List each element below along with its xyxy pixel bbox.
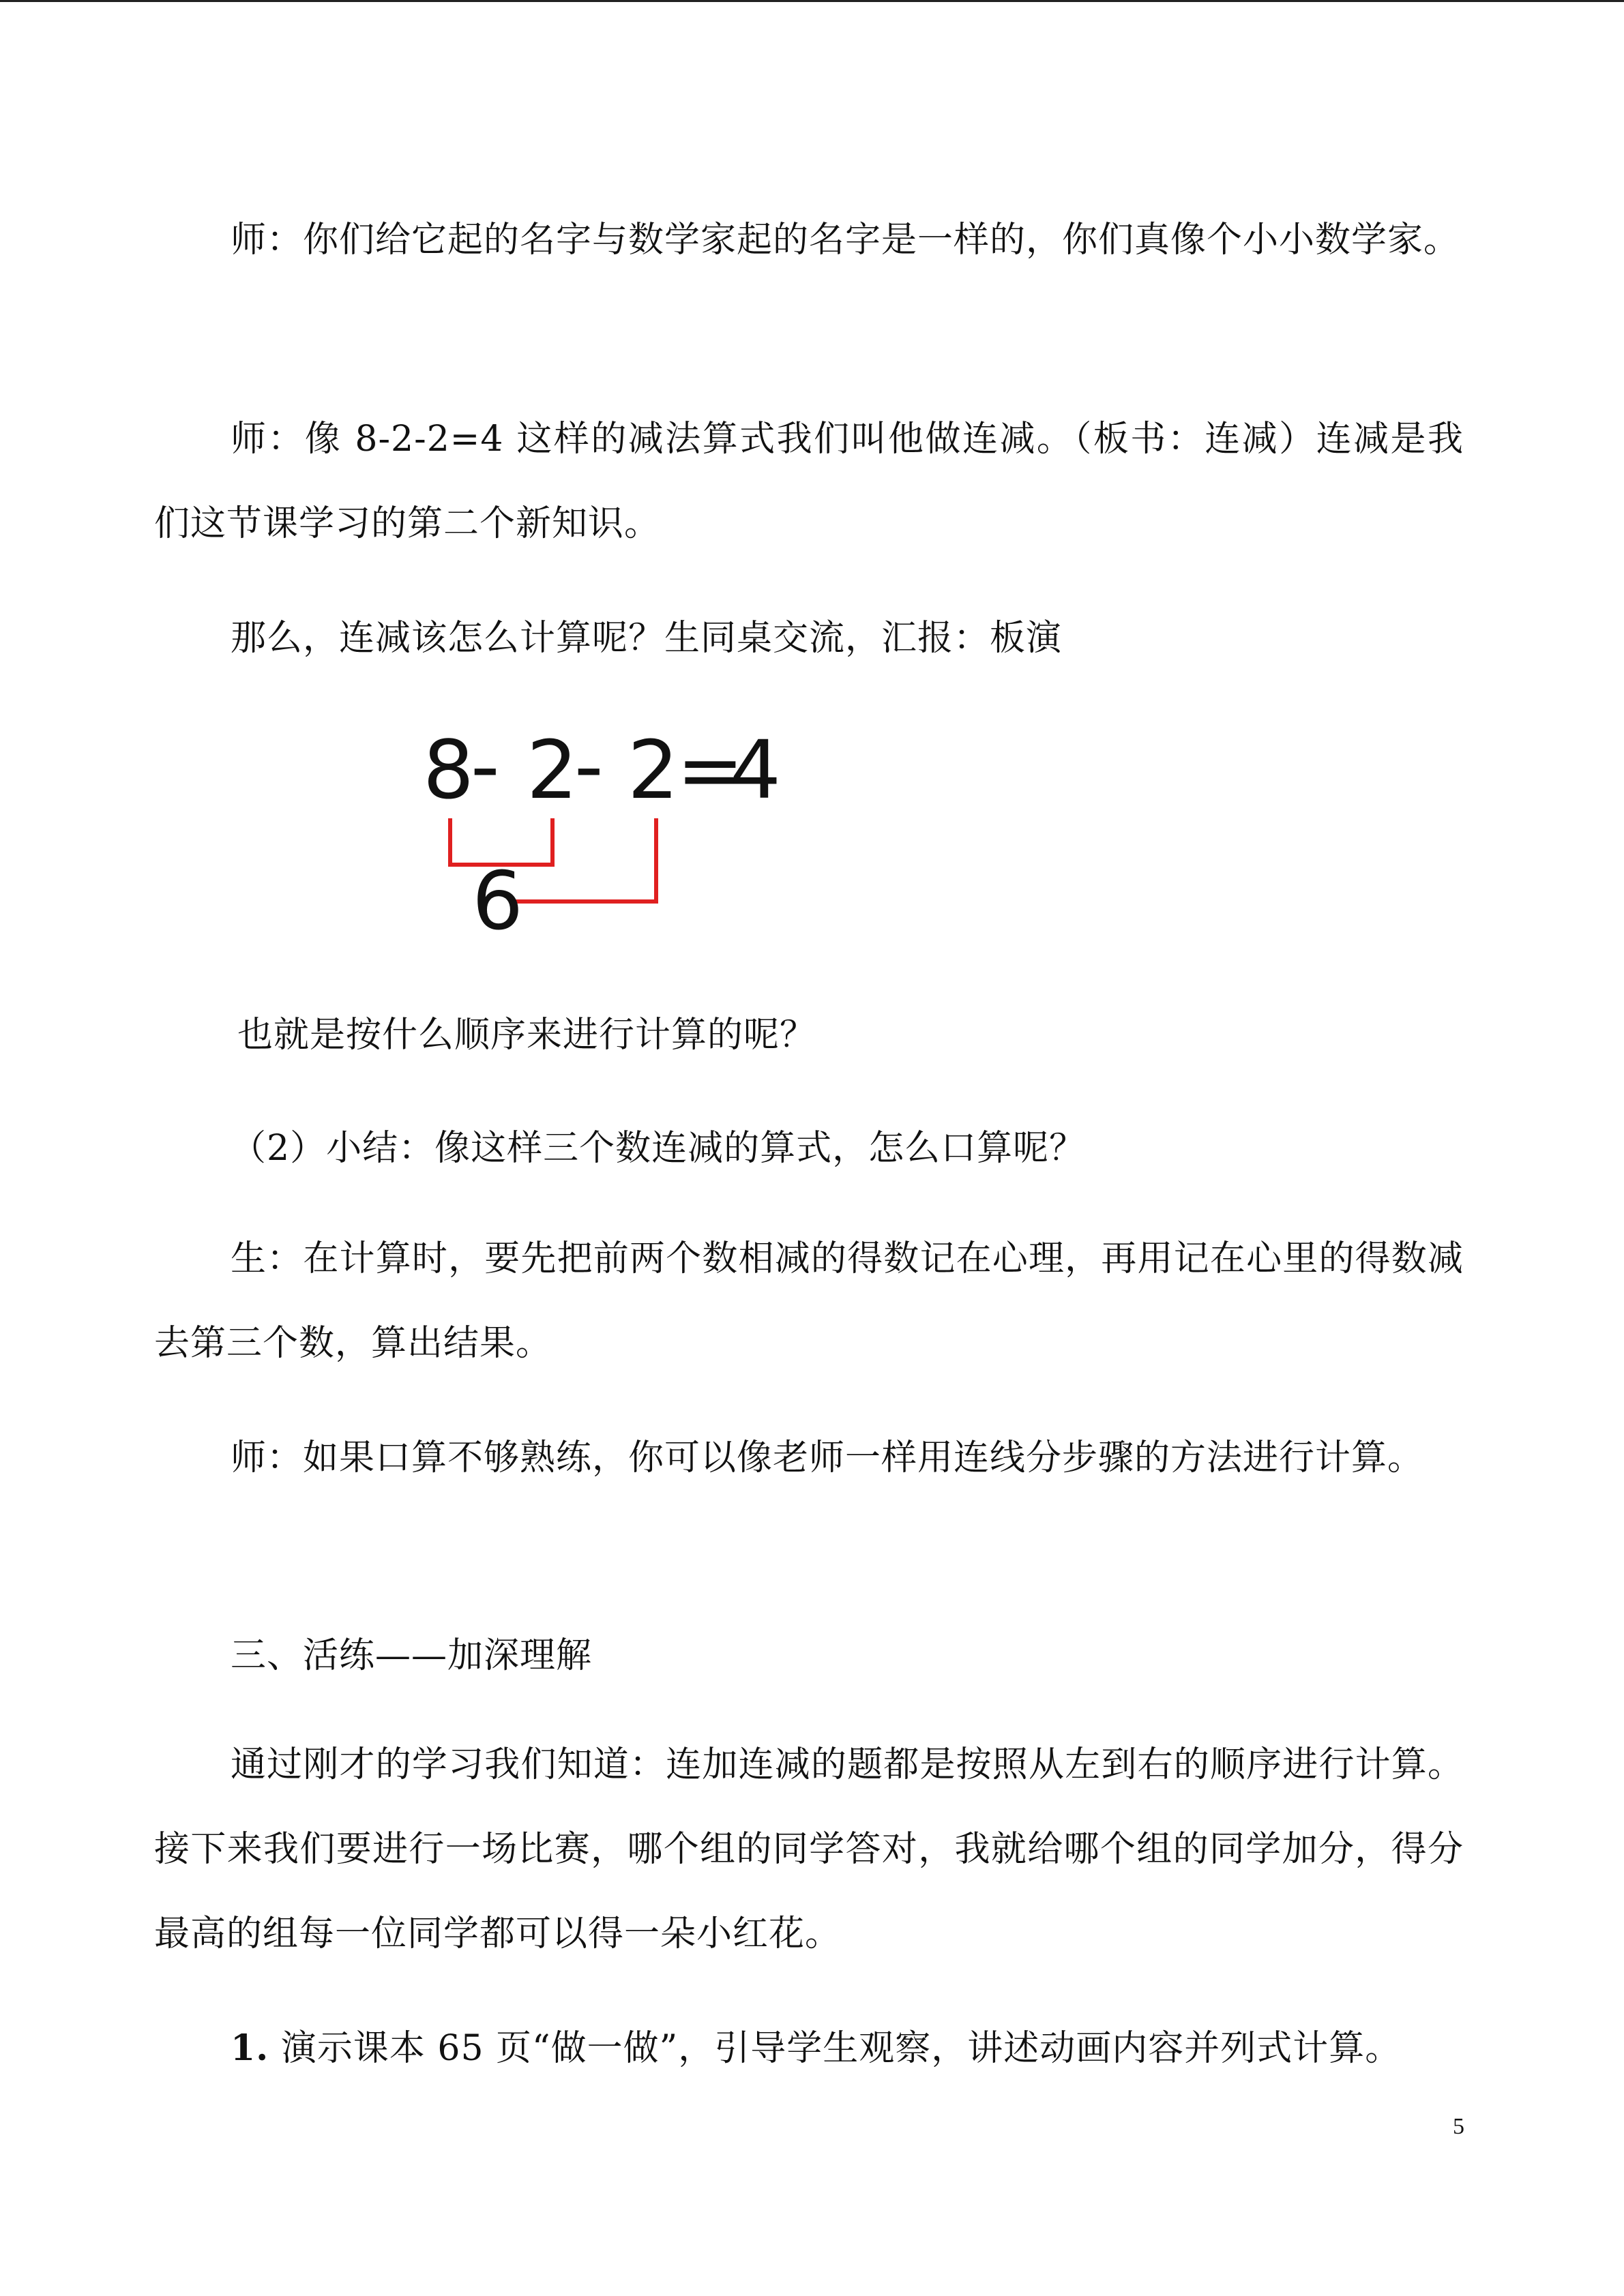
- formula-number-8: 8: [423, 723, 475, 817]
- formula-number-2b: 2: [628, 723, 679, 817]
- formula-number-2a: 2: [527, 723, 578, 817]
- page-number: 5: [1453, 2114, 1464, 2139]
- paragraph-student-answer: 生：在计算时，要先把前两个数相减的得数记在心理，再用记在心里的得数减去第三个数，算出结果。: [154, 1238, 1464, 1364]
- demo-item-number: 1.: [231, 2027, 269, 2069]
- subtraction-diagram: [423, 723, 805, 955]
- formula-minus-2: -: [574, 723, 604, 813]
- paragraph-teacher-tip: 师：如果口算不够熟练，你可以像老师一样用连线分步骤的方法进行计算。: [231, 1437, 1424, 1478]
- intermediate-result: 6: [472, 854, 524, 948]
- formula-equals: =: [677, 723, 744, 817]
- paragraph-teacher-definition: 师：像 8-2-2=4 这样的减法算式我们叫他做连减。（板书：连减）连减是我们这节课学习的第二个新知识。: [154, 419, 1464, 544]
- paragraph-demo: [154, 2006, 1464, 2091]
- formula-result: 4: [730, 723, 782, 817]
- formula-expression: [423, 723, 781, 817]
- formula-minus-1: -: [471, 723, 500, 813]
- page-top-border: [0, 0, 1624, 2]
- paragraph-competition: 通过刚才的学习我们知道：连加连减的题都是按照从左到右的顺序进行计算。接下来我们要进行一场比赛，哪个组的同学答对，我就给哪个组的同学加分，得分最高的组每一位同学都可以得一朵小红花。: [154, 1744, 1464, 1954]
- paragraph-how-to-calc: 那么，连减该怎么计算呢？生同桌交流，汇报：板演: [231, 618, 1063, 659]
- section-heading-practice: 三、活练——加深理解: [231, 1635, 593, 1676]
- paragraph-order-question: 也就是按什么顺序来进行计算的呢？: [237, 1015, 816, 1056]
- second-step-bracket: [513, 818, 656, 901]
- paragraph-teacher-name: 师：你们给它起的名字与数学家起的名字是一样的，你们真像个小小数学家。: [231, 220, 1460, 260]
- paragraph-summary: （2）小结：像这样三个数连减的算式，怎么口算呢？: [231, 1128, 1086, 1169]
- demo-item-text: 演示课本 65 页“做一做”，引导学生观察，讲述动画内容并列式计算。: [269, 2028, 1402, 2069]
